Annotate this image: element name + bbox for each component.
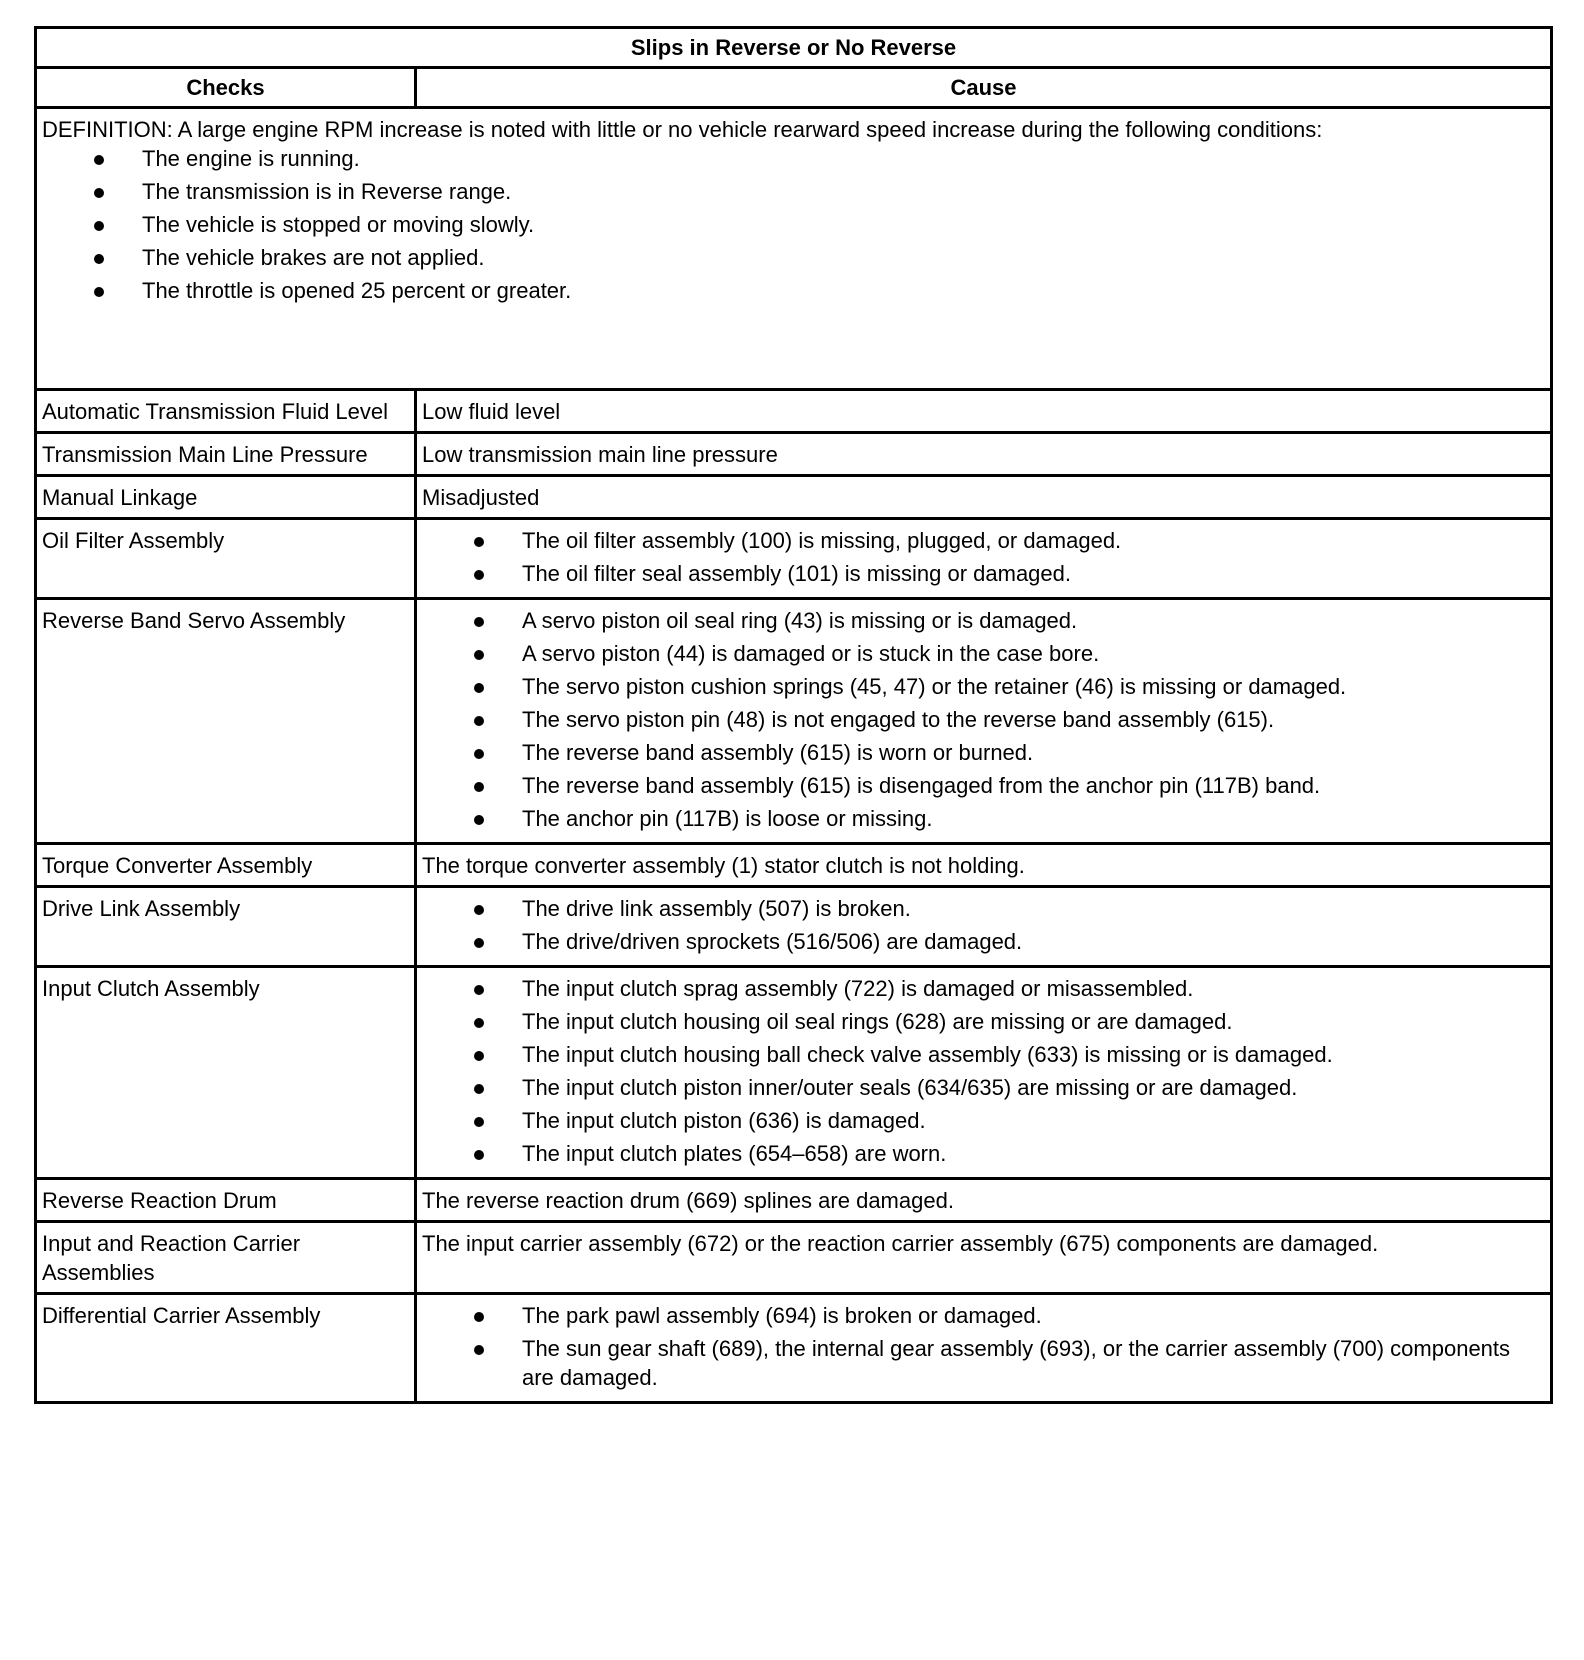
cause-item (422, 606, 1545, 635)
bullet-text: The anchor pin (117B) is loose or missing. (522, 806, 933, 831)
bullet-text: The drive link assembly (507) is broken. (522, 896, 911, 921)
bullet-icon (474, 1018, 484, 1028)
check-cell: Reverse Band Servo Assembly (36, 599, 416, 844)
bullet-icon (474, 570, 484, 580)
cause-item (422, 559, 1545, 588)
bullet-icon (474, 1345, 484, 1355)
cause-item (422, 705, 1545, 734)
diagnostic-table (34, 26, 1553, 1404)
cause-item (422, 1073, 1545, 1102)
condition-item (42, 177, 1545, 206)
bullet-text: The engine is running. (142, 146, 360, 171)
check-cell: Reverse Reaction Drum (36, 1179, 416, 1222)
cause-cell: The input carrier assembly (672) or the reaction carrier assembly (675) components are damaged. (416, 1222, 1552, 1294)
bullet-text: The input clutch piston inner/outer seals (634/635) are missing or are damaged. (522, 1075, 1298, 1100)
condition-item (42, 243, 1545, 272)
bullet-icon (474, 938, 484, 948)
bullet-icon (94, 188, 104, 198)
check-cell: Differential Carrier Assembly (36, 1294, 416, 1403)
cause-list (422, 894, 1545, 956)
bullet-text: The park pawl assembly (694) is broken or damaged. (522, 1303, 1042, 1328)
bullet-text: The input clutch housing ball check valve assembly (633) is missing or is damaged. (522, 1042, 1333, 1067)
check-cell: Input and Reaction Carrier Assemblies (36, 1222, 416, 1294)
cause-item (422, 1007, 1545, 1036)
check-cell: Torque Converter Assembly (36, 844, 416, 887)
bullet-icon (474, 815, 484, 825)
bullet-icon (474, 782, 484, 792)
bullet-icon (474, 1150, 484, 1160)
table-row (36, 1294, 1552, 1403)
bullet-text: The oil filter seal assembly (101) is missing or damaged. (522, 561, 1072, 586)
table-row (36, 519, 1552, 599)
bullet-text: The drive/driven sprockets (516/506) are damaged. (522, 929, 1023, 954)
table-row (36, 887, 1552, 967)
bullet-text: The transmission is in Reverse range. (142, 179, 512, 204)
bullet-text: A servo piston oil seal ring (43) is missing or is damaged. (522, 608, 1078, 633)
bullet-icon (94, 254, 104, 264)
cause-item (422, 974, 1545, 1003)
bullet-text: The sun gear shaft (689), the internal gear assembly (693), or the carrier assembly (700) components are damaged. (522, 1336, 1511, 1390)
check-cell: Oil Filter Assembly (36, 519, 416, 599)
condition-item (42, 144, 1545, 173)
bullet-icon (94, 221, 104, 231)
bullet-text: The throttle is opened 25 percent or greater. (142, 278, 572, 303)
cause-item (422, 804, 1545, 833)
condition-item (42, 210, 1545, 239)
cause-cell (416, 1294, 1552, 1403)
cause-item (422, 738, 1545, 767)
cause-item (422, 1139, 1545, 1168)
bullet-icon (474, 537, 484, 547)
table-row (36, 390, 1552, 433)
cause-list (422, 974, 1545, 1168)
bullet-text: The input clutch piston (636) is damaged. (522, 1108, 926, 1133)
table-row (36, 433, 1552, 476)
bullet-text: The oil filter assembly (100) is missing, plugged, or damaged. (522, 528, 1122, 553)
bullet-text: The input clutch plates (654–658) are worn. (522, 1141, 947, 1166)
bullet-icon (474, 985, 484, 995)
bullet-icon (94, 287, 104, 297)
definition-text: DEFINITION: A large engine RPM increase is noted with little or no vehicle rearward speed increase during the following conditions: (42, 117, 1323, 142)
bullet-icon (474, 683, 484, 693)
bullet-text: The vehicle is stopped or moving slowly. (142, 212, 535, 237)
bullet-text: The input clutch housing oil seal rings (628) are missing or are damaged. (522, 1009, 1233, 1034)
definition-conditions (42, 144, 1545, 305)
table-row (36, 1179, 1552, 1222)
column-header-checks: Checks (36, 68, 416, 108)
cause-cell: Low fluid level (416, 390, 1552, 433)
table-row (36, 476, 1552, 519)
cause-list (422, 606, 1545, 833)
cause-item (422, 639, 1545, 668)
check-cell: Input Clutch Assembly (36, 967, 416, 1179)
bullet-text: The servo piston pin (48) is not engaged to the reverse band assembly (615). (522, 707, 1275, 732)
check-cell: Drive Link Assembly (36, 887, 416, 967)
cause-cell (416, 887, 1552, 967)
cause-cell (416, 599, 1552, 844)
bullet-text: A servo piston (44) is damaged or is stuck in the case bore. (522, 641, 1100, 666)
table-row (36, 967, 1552, 1179)
bullet-icon (474, 1117, 484, 1127)
bullet-icon (474, 1084, 484, 1094)
cause-item (422, 771, 1545, 800)
table-row (36, 844, 1552, 887)
check-cell: Manual Linkage (36, 476, 416, 519)
header-row (36, 68, 1552, 108)
title-row (36, 28, 1552, 68)
bullet-icon (474, 716, 484, 726)
bullet-icon (474, 650, 484, 660)
definition-row (36, 108, 1552, 390)
table-row (36, 1222, 1552, 1294)
cause-cell: The torque converter assembly (1) stator clutch is not holding. (416, 844, 1552, 887)
cause-item (422, 1301, 1545, 1330)
check-cell: Transmission Main Line Pressure (36, 433, 416, 476)
bullet-icon (94, 155, 104, 165)
cause-cell (416, 519, 1552, 599)
cause-cell (416, 967, 1552, 1179)
cause-item (422, 1040, 1545, 1069)
table-row (36, 599, 1552, 844)
cause-item (422, 1106, 1545, 1135)
table-title: Slips in Reverse or No Reverse (36, 28, 1552, 68)
bullet-text: The servo piston cushion springs (45, 47) or the retainer (46) is missing or damaged. (522, 674, 1347, 699)
column-header-cause: Cause (416, 68, 1552, 108)
bullet-icon (474, 617, 484, 627)
condition-item (42, 276, 1545, 305)
cause-item (422, 672, 1545, 701)
cause-cell: Misadjusted (416, 476, 1552, 519)
bullet-icon (474, 1312, 484, 1322)
cause-list (422, 526, 1545, 588)
bullet-icon (474, 1051, 484, 1061)
cause-cell: The reverse reaction drum (669) splines are damaged. (416, 1179, 1552, 1222)
bullet-text: The vehicle brakes are not applied. (142, 245, 485, 270)
cause-item (422, 894, 1545, 923)
bullet-text: The input clutch sprag assembly (722) is damaged or misassembled. (522, 976, 1194, 1001)
check-cell: Automatic Transmission Fluid Level (36, 390, 416, 433)
bullet-icon (474, 749, 484, 759)
cause-item (422, 1334, 1545, 1392)
cause-item (422, 927, 1545, 956)
cause-cell: Low transmission main line pressure (416, 433, 1552, 476)
bullet-text: The reverse band assembly (615) is worn or burned. (522, 740, 1034, 765)
bullet-text: The reverse band assembly (615) is disengaged from the anchor pin (117B) band. (522, 773, 1321, 798)
cause-list (422, 1301, 1545, 1392)
cause-item (422, 526, 1545, 555)
bullet-icon (474, 905, 484, 915)
definition-cell (36, 108, 1552, 390)
